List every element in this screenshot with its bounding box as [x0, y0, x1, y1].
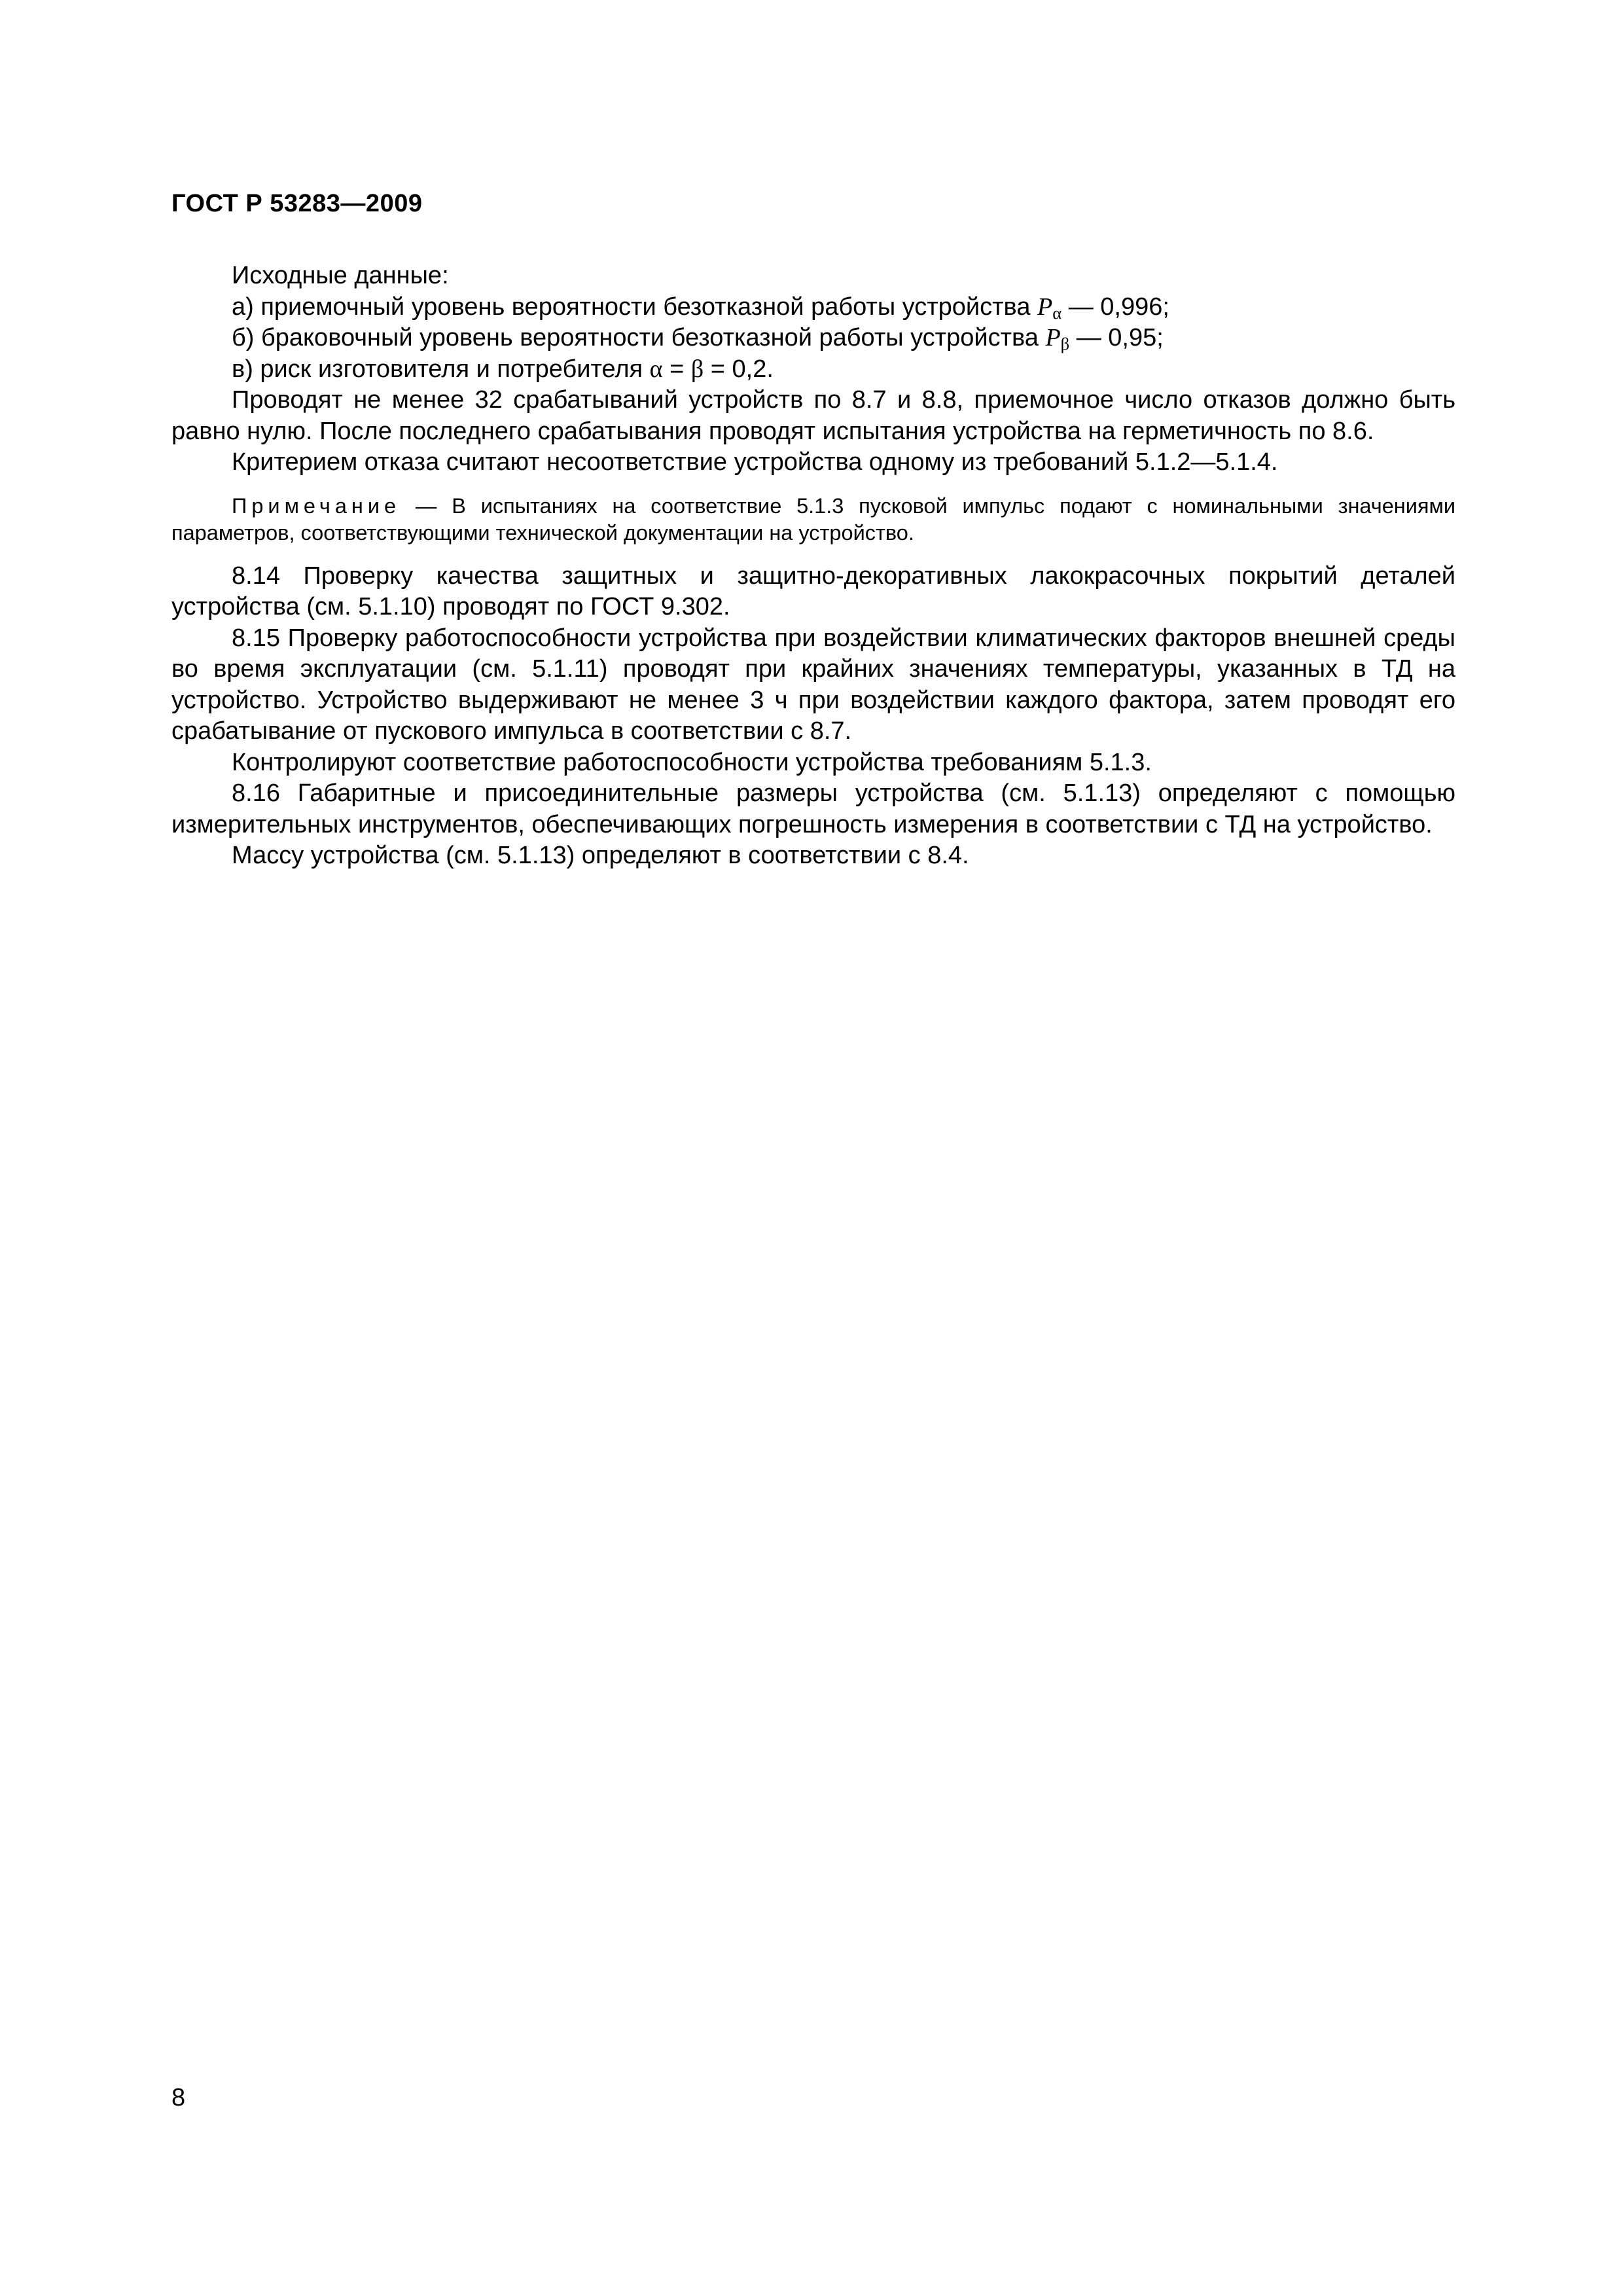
paragraph-8-14: 8.14 Проверку качества защитных и защитно-декоративных лакокрасочных покрытий деталей устройства (см. 5.1.10) проводят по ГОСТ 9.302.: [171, 562, 1455, 620]
note: [171, 493, 1455, 547]
note-text: — В испытаниях на соответствие 5.1.3 пусковой импульс подают с номинальными значениями параметров, соответствующими технической документации на устройство.: [171, 493, 1455, 545]
paragraph-8-16: 8.16 Габаритные и присоединительные размеры устройства (см. 5.1.13) определяют с помощью измерительных инструментов, обеспечивающих погрешность измерения в соответствии с ТД на устройство.: [171, 780, 1455, 838]
document-body: [171, 260, 1455, 872]
initial-data-title: Исходные данные:: [232, 262, 449, 289]
paragraph-failure-criterion: Критерием отказа считают несоответствие устройства одному из требований 5.1.2—5.1.4.: [232, 448, 1278, 476]
paragraph-trials: Проводят не менее 32 срабатываний устройств по 8.7 и 8.8, приемочное число отказов должно быть равно нулю. После последнего срабатывания проводят испытания устройства на герметичность по 8.6.: [171, 386, 1455, 445]
page-number: 8: [171, 2084, 186, 2111]
note-label: Примечание: [232, 493, 401, 518]
paragraph-mass: Массу устройства (см. 5.1.13) определяют в соответствии с 8.4.: [232, 842, 969, 869]
paragraph-8-15: 8.15 Проверку работоспособности устройства при воздействии климатических факторов внешней среды во время эксплуатации (см. 5.1.11) проводят при крайних значениях температуры, указанных в ТД на устройство. Устройство выдерживают не менее 3 ч при воздействии каждого фактора, затем проводят его срабатывание от пускового импульса в соответствии с 8.7.: [171, 624, 1455, 745]
list-item-a: а) приемочный уровень вероятности безотказной работы устройства $P_\alpha$ — 0,996;: [232, 293, 1169, 323]
list-item-c: в) риск изготовителя и потребителя α = β = 0,2.: [232, 355, 774, 383]
document-header: ГОСТ Р 53283—2009: [171, 190, 423, 217]
list-item-b: б) браковочный уровень вероятности безотказной работы устройства $P_\beta$ — 0,95;: [232, 324, 1164, 353]
paragraph-control: Контролируют соответствие работоспособности устройства требованиям 5.1.3.: [232, 748, 1152, 776]
